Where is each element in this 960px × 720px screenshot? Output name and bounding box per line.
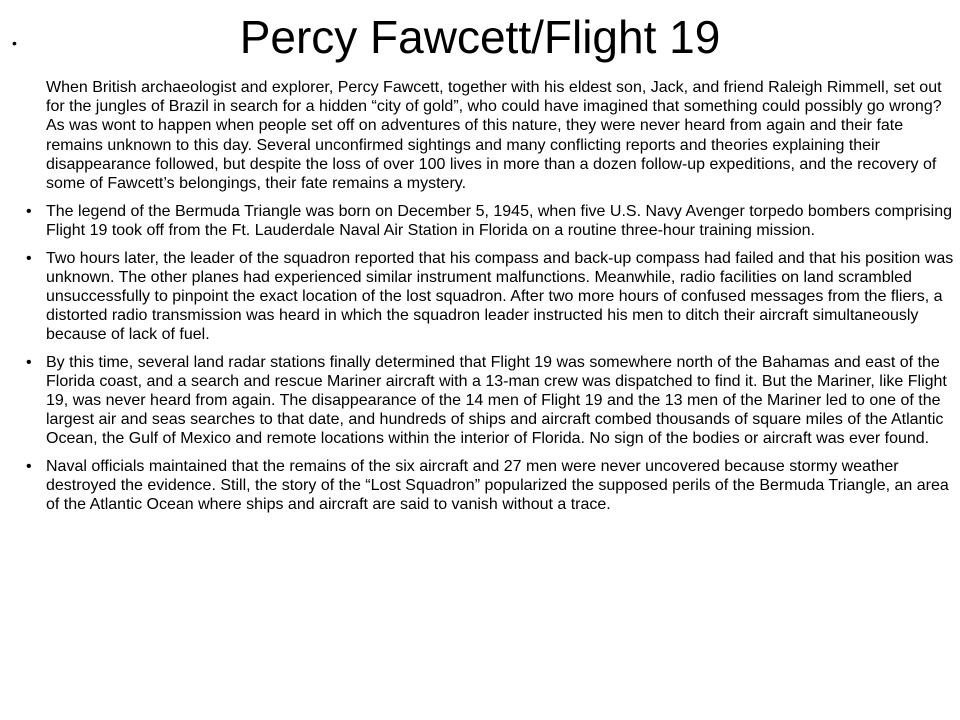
bullet-icon: • bbox=[26, 203, 32, 221]
bullet-item-4 bbox=[0, 457, 960, 515]
bullet-icon: • bbox=[26, 353, 32, 371]
slide-title: Percy Fawcett/Flight 19 bbox=[239, 11, 721, 63]
bullet-text-3: By this time, several land radar stations finally determined that Flight 19 was somewhere north of the Bahamas and east of the Florida coast, and a search and rescue Mariner aircraft with a 13-man crew was dispatched to find it. But the Mariner, like Flight 19, was never heard from again. The disappearance of the 14 men of Flight 19 and the 13 men of the Mariner led to one of the largest air and seas searches to that date, and hundreds of ships and aircraft combed thousands of square miles of the Atlantic Ocean, the Gulf of Mexico and remote locations within the interior of Florida. No sign of the bodies or aircraft was ever found. bbox=[46, 353, 947, 448]
bullet-icon: • bbox=[26, 249, 32, 267]
bullet-item-3 bbox=[0, 353, 960, 449]
bullet-text-1: The legend of the Bermuda Triangle was born on December 5, 1945, when five U.S. Navy Avenger torpedo bombers comprising Flight 19 took off from the Ft. Lauderdale Naval Air Station in Florida on a routine three-hour training mission. bbox=[46, 203, 952, 240]
title-bullet: • bbox=[12, 35, 17, 51]
bullet-text-4: Naval officials maintained that the remains of the six aircraft and 27 men were never uncovered because stormy weather destroyed the evidence. Still, the story of the “Lost Squadron” popularized the supposed perils of the Bermuda Triangle, an area of the Atlantic Ocean where ships and aircraft are said to vanish without a trace. bbox=[46, 457, 949, 514]
bullet-item-2 bbox=[0, 249, 960, 345]
intro-paragraph: When British archaeologist and explorer, Percy Fawcett, together with his eldest son, Jack, and friend Raleigh Rimmell, set out for the jungles of Brazil in search for a hidden “city of gold”, who could have imagined that something could possibly go wrong? As was wont to happen when people set off on adventures of this nature, they were never heard from again and their fate remains unknown to this day. Several unconfirmed sightings and many conflicting reports and theories explaining their disappearance followed, but despite the loss of over 100 lives in more than a dozen follow-up expeditions, and the recovery of some of Fawcett’s belongings, their fate remains a mystery. bbox=[46, 79, 942, 193]
bullet-text-2: Two hours later, the leader of the squadron reported that his compass and back-up compass had failed and that his position was unknown. The other planes had experienced similar instrument malfunctions. Meanwhile, radio facilities on land scrambled unsuccessfully to pinpoint the exact location of the lost squadron. After two more hours of confused messages from the fliers, a distorted radio transmission was heard in which the squadron leader instructed his men to ditch their aircraft simultaneously because of lack of fuel. bbox=[46, 249, 954, 344]
bullet-icon: • bbox=[26, 457, 32, 475]
slide-body bbox=[0, 78, 960, 522]
bullet-item-1 bbox=[0, 202, 960, 240]
